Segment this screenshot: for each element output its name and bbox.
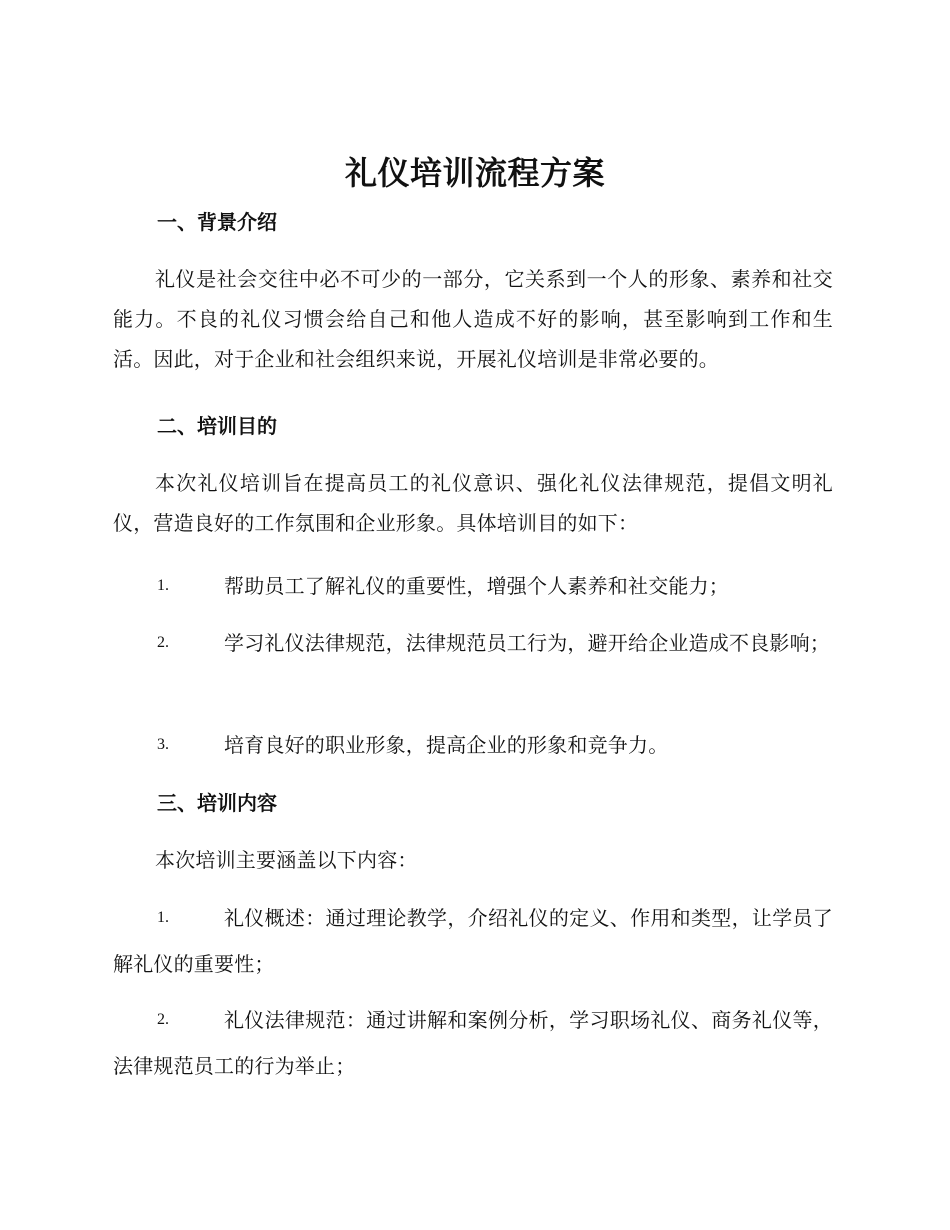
list-item-text: 礼仪法律规范：通过讲解和案例分析，学习职场礼仪、商务礼仪等，法律规范员工的行为举止； — [113, 1008, 833, 1078]
list-item — [113, 895, 833, 987]
list-item-number: 2. — [157, 1011, 169, 1028]
document-title: 礼仪培训流程方案 — [344, 154, 605, 192]
list-item — [113, 997, 833, 1089]
list-item-number: 3. — [157, 736, 169, 753]
list-item-number: 2. — [157, 634, 169, 651]
list-item-text: 培育良好的职业形象，提高企业的形象和竞争力。 — [224, 733, 669, 757]
list-item — [113, 563, 833, 609]
section-heading-background: 一、背景介绍 — [157, 210, 277, 234]
section-heading-purpose: 二、培训目的 — [157, 414, 277, 438]
section-paragraph-content: 本次培训主要涵盖以下内容： — [155, 848, 418, 872]
list-item-number: 1. — [157, 577, 169, 594]
list-item — [113, 620, 833, 666]
section-paragraph-background: 礼仪是社会交往中必不可少的一部分，它关系到一个人的形象、素养和社交能力。不良的礼仪习惯会给自己和他人造成不好的影响，甚至影响到工作和生活。因此，对于企业和社会组织来说，开展礼仪培训是非常必要的。 — [113, 267, 833, 371]
section-paragraph-purpose: 本次礼仪培训旨在提高员工的礼仪意识、强化礼仪法律规范，提倡文明礼仪，营造良好的工作氛围和企业形象。具体培训目的如下： — [113, 471, 833, 535]
list-item-text: 帮助员工了解礼仪的重要性，增强个人素养和社交能力； — [224, 574, 729, 598]
list-item-text: 学习礼仪法律规范，法律规范员工行为，避开给企业造成不良影响； — [224, 631, 830, 655]
section-heading-content: 三、培训内容 — [157, 791, 277, 815]
list-item-text: 礼仪概述：通过理论教学，介绍礼仪的定义、作用和类型，让学员了解礼仪的重要性； — [113, 906, 833, 976]
list-item — [113, 722, 833, 768]
list-item-number: 1. — [157, 909, 169, 926]
